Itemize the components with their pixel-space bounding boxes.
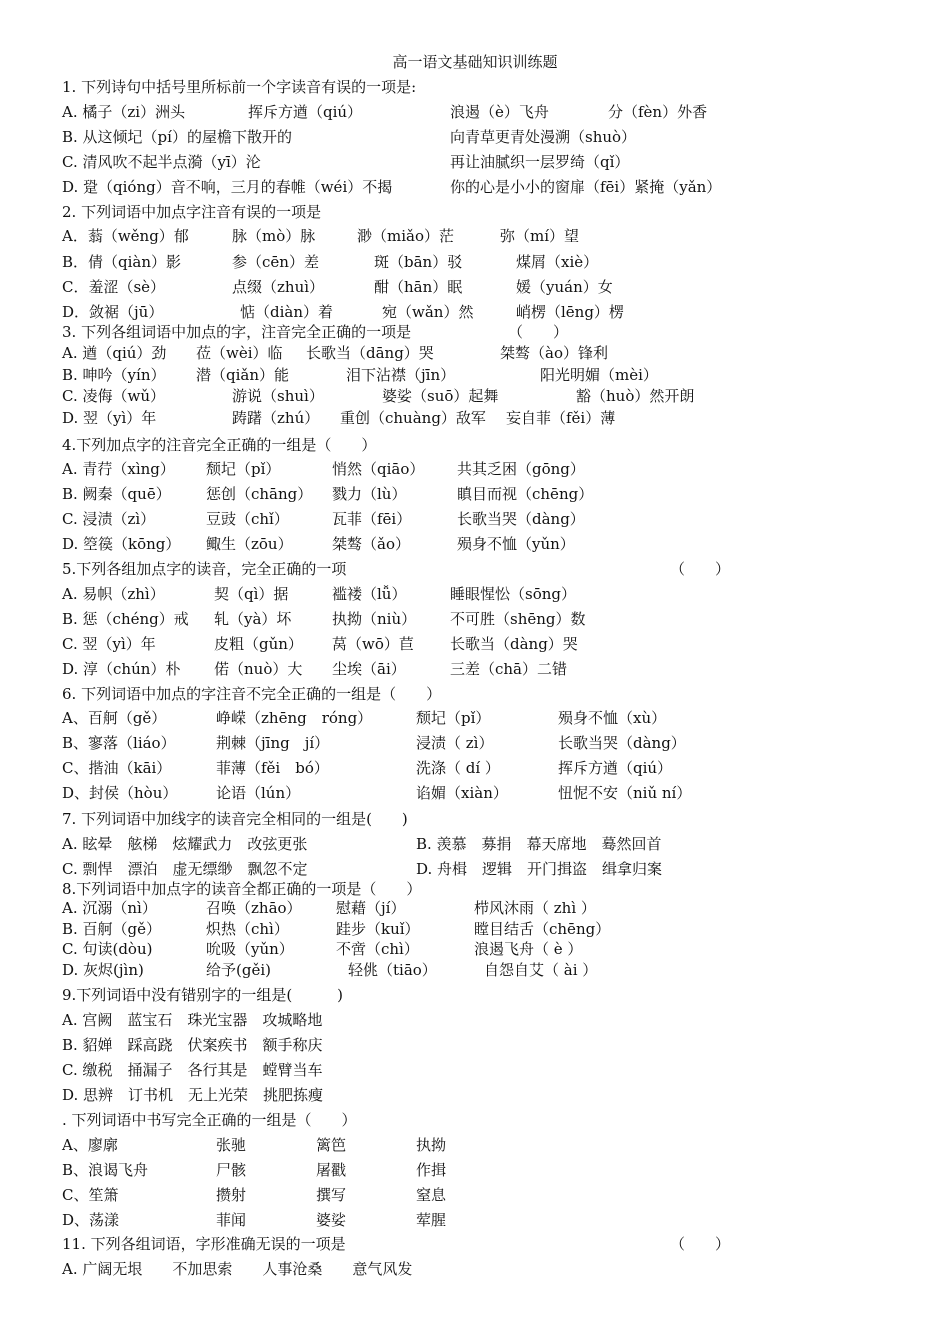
line-option: 豆豉（chǐ） bbox=[206, 510, 289, 528]
line-option: 惦（diàn）着 bbox=[240, 303, 334, 321]
line-option: 婆娑 bbox=[316, 1211, 347, 1229]
line-option: 煤屑（xiè） bbox=[516, 253, 599, 271]
line-text: 6. 下列词语中加点的字注音不完全正确的一组是（ ） bbox=[62, 685, 442, 703]
question-line bbox=[0, 958, 950, 984]
question-line bbox=[0, 557, 950, 583]
line-option: 向青草更青处漫溯（shuò） bbox=[450, 128, 637, 146]
line-text: A. 眩晕 舷梯 炫耀武力 改弦更张 bbox=[62, 835, 308, 853]
question-line bbox=[0, 632, 950, 658]
question-line bbox=[0, 1257, 950, 1283]
line-option: 重创（chuàng）敌军 bbox=[340, 409, 486, 427]
question-line bbox=[0, 832, 950, 858]
line-option: 轻佻（tiāo） bbox=[348, 961, 437, 979]
line-text: A. 易帜（zhì） bbox=[62, 585, 165, 603]
question-line bbox=[0, 1083, 950, 1109]
line-option: 轧（yà）坏 bbox=[214, 610, 292, 628]
line-text: A. 广阔无垠 不加思索 人事沧桑 意气风发 bbox=[62, 1260, 413, 1278]
line-text: A. 橘子（zi）洲头 bbox=[62, 103, 186, 121]
question-line bbox=[0, 224, 950, 250]
question-line bbox=[0, 1058, 950, 1084]
line-option: 踌躇（zhú） bbox=[232, 409, 320, 427]
line-option: 褴褛（lǚ） bbox=[332, 585, 407, 603]
line-option: 皮粗（gǔn） bbox=[214, 635, 303, 653]
line-option: 长歌当哭（dàng） bbox=[558, 734, 686, 752]
question-line bbox=[0, 582, 950, 608]
line-text: C．羞涩（sè） bbox=[62, 278, 166, 296]
question-line bbox=[0, 657, 950, 683]
line-text: C、揩油（kāi） bbox=[62, 759, 172, 777]
line-text: C. 句读(dòu) bbox=[62, 940, 153, 958]
line-text: D．敛裾（jū） bbox=[62, 303, 164, 321]
line-option: 阳光明媚（mèi） bbox=[540, 366, 658, 384]
line-text: D. 跫（qióng）音不响，三月的春帷（wéi）不揭 bbox=[62, 178, 393, 196]
line-option: 长歌当（dāng）哭 bbox=[306, 344, 434, 362]
line-text: B. 从这倾圮（pí）的屋檐下散开的 bbox=[62, 128, 292, 146]
question-line bbox=[0, 457, 950, 483]
line-text: 3. 下列各组词语中加点的字，注音完全正确的一项是 bbox=[62, 323, 412, 341]
line-option: D. 舟楫 逻辑 开门揖盗 缉拿归案 bbox=[416, 860, 663, 878]
line-option: 桀骜（ào）锋利 bbox=[500, 344, 608, 362]
line-option: 弥（mí）望 bbox=[500, 227, 580, 245]
line-option: 莅（wèi）临 bbox=[196, 344, 283, 362]
line-option: 不啻（chì） bbox=[336, 940, 419, 958]
question-line bbox=[0, 125, 950, 151]
line-option: （ ） bbox=[508, 323, 569, 341]
line-option: 偌（nuò）大 bbox=[214, 660, 303, 678]
line-option: 不可胜（shēng）数 bbox=[450, 610, 586, 628]
line-option: 戮力（lù） bbox=[332, 485, 407, 503]
line-option: 窒息 bbox=[416, 1186, 447, 1204]
line-text: A. 宫阙 蓝宝石 珠光宝器 攻城略地 bbox=[62, 1011, 323, 1029]
line-option: 洗涤（ dí ） bbox=[416, 759, 500, 777]
line-option: 婆娑（suō）起舞 bbox=[382, 387, 499, 405]
line-text: B. 阙秦（quē） bbox=[62, 485, 171, 503]
line-text: 9.下列词语中没有错别字的一组是( ) bbox=[62, 986, 344, 1004]
question-line bbox=[0, 1232, 950, 1258]
question-line bbox=[0, 756, 950, 782]
line-option: 殒身不恤（xù） bbox=[558, 709, 667, 727]
question-line bbox=[0, 607, 950, 633]
line-text: B. 呻吟（yín） bbox=[62, 366, 166, 384]
line-option: 酣（hān）眠 bbox=[374, 278, 463, 296]
line-option: 殒身不恤（yǔn） bbox=[457, 535, 575, 553]
line-option: 屠戳 bbox=[316, 1161, 347, 1179]
line-option: 张驰 bbox=[216, 1136, 247, 1154]
question-line bbox=[0, 682, 950, 708]
line-text: A．蓊（wěng）郁 bbox=[62, 227, 189, 245]
question-line bbox=[0, 406, 950, 432]
question-line bbox=[0, 75, 950, 101]
question-line bbox=[0, 1208, 950, 1234]
line-option: 长歌当（dàng）哭 bbox=[450, 635, 578, 653]
line-option: 栉风沐雨（ zhì ） bbox=[474, 899, 596, 917]
line-text: B．倩（qiàn）影 bbox=[62, 253, 182, 271]
question-line bbox=[0, 250, 950, 276]
line-option: 荤腥 bbox=[416, 1211, 447, 1229]
line-option: 慰藉（jí） bbox=[336, 899, 406, 917]
line-text: 1. 下列诗句中括号里所标前一个字读音有误的一项是: bbox=[62, 78, 417, 96]
question-line bbox=[0, 100, 950, 126]
line-text: A. 遒（qiú）劲 bbox=[62, 344, 167, 362]
line-option: （ ） bbox=[670, 1235, 731, 1253]
line-option: 瞠目结舌（chēng） bbox=[474, 920, 611, 938]
line-option: 执拗 bbox=[416, 1136, 447, 1154]
line-text: D、封侯（hòu） bbox=[62, 784, 178, 802]
line-option: 召唤（zhāo） bbox=[206, 899, 302, 917]
line-text: C. 剽悍 漂泊 虚无缥缈 飘忽不定 bbox=[62, 860, 308, 878]
line-option: 撰写 bbox=[316, 1186, 347, 1204]
line-option: 浪遏飞舟（ è ） bbox=[474, 940, 583, 958]
question-line bbox=[0, 1183, 950, 1209]
line-option: 桀骜（ǎo） bbox=[332, 535, 410, 553]
line-option: 妄自菲（fěi）薄 bbox=[506, 409, 616, 427]
question-line bbox=[0, 781, 950, 807]
line-option: 作揖 bbox=[416, 1161, 447, 1179]
line-option: 瞋目而视（chēng） bbox=[457, 485, 594, 503]
question-line bbox=[0, 150, 950, 176]
line-text: C. 凌侮（wǔ） bbox=[62, 387, 165, 405]
question-line bbox=[0, 1108, 950, 1134]
line-option: 给予(gěi) bbox=[206, 961, 271, 979]
line-text: D、荡漾 bbox=[62, 1211, 120, 1229]
line-option: 攒射 bbox=[216, 1186, 247, 1204]
line-text: A. 沉溺（nì） bbox=[62, 899, 157, 917]
question-line bbox=[0, 731, 950, 757]
line-text: 5.下列各组加点字的读音，完全正确的一项 bbox=[62, 560, 347, 578]
question-line bbox=[0, 706, 950, 732]
line-option: 渺（miǎo）茫 bbox=[357, 227, 454, 245]
line-option: 惩创（chāng） bbox=[206, 485, 313, 503]
line-option: 颓圮（pǐ） bbox=[206, 460, 281, 478]
line-option: 菲薄（fěi bó） bbox=[216, 759, 329, 777]
question-line bbox=[0, 275, 950, 301]
line-option: 尸骸 bbox=[216, 1161, 247, 1179]
question-line bbox=[0, 1008, 950, 1034]
line-option: 莴（wō）苣 bbox=[332, 635, 414, 653]
question-line bbox=[0, 807, 950, 833]
line-option: 脉（mò）脉 bbox=[232, 227, 316, 245]
line-text: C. 缴税 捅漏子 各行其是 螳臂当车 bbox=[62, 1061, 323, 1079]
line-text: D. 淳（chún）朴 bbox=[62, 660, 181, 678]
line-option: 参（cēn）差 bbox=[232, 253, 319, 271]
line-option: 再让油腻织一层罗绮（qǐ） bbox=[450, 153, 630, 171]
line-text: C. 浸渍（zì） bbox=[62, 510, 156, 528]
line-option: 篱笆 bbox=[316, 1136, 347, 1154]
line-option: 峥嵘（zhēng róng） bbox=[216, 709, 373, 727]
line-text: C. 翌（yì）年 bbox=[62, 635, 156, 653]
line-text: D. 思辨 订书机 无上光荣 挑肥拣瘦 bbox=[62, 1086, 324, 1104]
line-option: 媛（yuán）女 bbox=[516, 278, 613, 296]
line-option: 潜（qiǎn）能 bbox=[196, 366, 290, 384]
line-option: 炽热（chì） bbox=[206, 920, 289, 938]
line-option: 浪遏（è）飞舟 bbox=[450, 103, 549, 121]
line-option: 鲰生（zōu） bbox=[206, 535, 293, 553]
line-option: 游说（shuì） bbox=[232, 387, 324, 405]
line-option: 契（qì）据 bbox=[214, 585, 289, 603]
line-text: C、笙箫 bbox=[62, 1186, 119, 1204]
question-line bbox=[0, 200, 950, 226]
line-text: B. 百舸（gě） bbox=[62, 920, 162, 938]
question-line bbox=[0, 433, 950, 459]
line-text: A、廖廓 bbox=[62, 1136, 118, 1154]
line-option: 自怨自艾（ ài ） bbox=[484, 961, 598, 979]
line-option: 你的心是小小的窗扉（fēi）紧掩（yǎn） bbox=[450, 178, 722, 196]
line-option: 跬步（kuǐ） bbox=[336, 920, 420, 938]
line-option: 泪下沾襟（jīn） bbox=[346, 366, 456, 384]
line-option: （ ） bbox=[670, 560, 731, 578]
line-option: 峭楞（lēng）楞 bbox=[516, 303, 624, 321]
line-option: 三差（chā）二错 bbox=[450, 660, 568, 678]
line-text: 2. 下列词语中加点字注音有误的一项是 bbox=[62, 203, 322, 221]
line-option: 瓦菲（fēi） bbox=[332, 510, 412, 528]
question-line bbox=[0, 983, 950, 1009]
line-option: 宛（wǎn）然 bbox=[382, 303, 474, 321]
line-text: D. 翌（yì）年 bbox=[62, 409, 157, 427]
line-text: B、浪谒飞舟 bbox=[62, 1161, 149, 1179]
line-option: 菲闻 bbox=[216, 1211, 247, 1229]
line-text: A. 青荇（xìng） bbox=[62, 460, 175, 478]
line-text: 7. 下列词语中加线字的读音完全相同的一组是( ) bbox=[62, 810, 408, 828]
line-text: 8.下列词语中加点字的读音全都正确的一项是（ ） bbox=[62, 880, 422, 898]
line-option: 吮吸（yǔn） bbox=[206, 940, 294, 958]
line-option: 浸渍（ zì） bbox=[416, 734, 494, 752]
page-title: 高一语文基础知识训练题 bbox=[392, 53, 558, 71]
line-text: C. 清风吹不起半点漪（yī）沦 bbox=[62, 153, 261, 171]
line-option: 挥斥方遒（qiú） bbox=[558, 759, 673, 777]
line-option: B. 羡慕 募捐 幕天席地 蓦然回首 bbox=[416, 835, 662, 853]
line-option: 点缀（zhuì） bbox=[232, 278, 325, 296]
line-text: A、百舸（gě） bbox=[62, 709, 167, 727]
line-text: . 下列词语中书写完全正确的一组是（ ） bbox=[62, 1111, 357, 1129]
line-text: 4.下列加点字的注音完全正确的一组是（ ） bbox=[62, 436, 377, 454]
line-text: B. 貂婵 踩高跷 伏案疾书 额手称庆 bbox=[62, 1036, 323, 1054]
line-text: D. 灰烬(jìn) bbox=[62, 961, 144, 979]
line-text: B. 惩（chéng）戒 bbox=[62, 610, 189, 628]
line-text: B、寥落（liáo） bbox=[62, 734, 176, 752]
question-line bbox=[0, 175, 950, 201]
line-option: 共其乏困（gōng） bbox=[457, 460, 585, 478]
question-line bbox=[0, 1133, 950, 1159]
line-option: 颓圮（pǐ） bbox=[416, 709, 491, 727]
line-option: 斑（bān）驳 bbox=[374, 253, 463, 271]
line-text: 11. 下列各组词语，字形准确无误的一项是 bbox=[62, 1235, 346, 1253]
line-option: 长歌当哭（dàng） bbox=[457, 510, 585, 528]
line-option: 豁（huò）然开朗 bbox=[576, 387, 695, 405]
question-line bbox=[0, 482, 950, 508]
line-option: 挥斥方遒（qiú） bbox=[248, 103, 363, 121]
line-option: 尘埃（āi） bbox=[332, 660, 406, 678]
line-option: 谄媚（xiàn） bbox=[416, 784, 508, 802]
line-option: 论语（lún） bbox=[216, 784, 301, 802]
line-option: 睡眼惺忪（sōng） bbox=[450, 585, 576, 603]
line-text: D. 箜篌（kōng） bbox=[62, 535, 181, 553]
line-option: 执拗（niù） bbox=[332, 610, 417, 628]
question-line bbox=[0, 532, 950, 558]
question-line bbox=[0, 507, 950, 533]
line-option: 悄然（qiāo） bbox=[332, 460, 425, 478]
line-option: 荆棘（jīng jí） bbox=[216, 734, 330, 752]
line-option: 分（fèn）外香 bbox=[608, 103, 708, 121]
question-line bbox=[0, 1033, 950, 1059]
line-option: 忸怩不安（niǔ ní） bbox=[558, 784, 692, 802]
question-line bbox=[0, 1158, 950, 1184]
